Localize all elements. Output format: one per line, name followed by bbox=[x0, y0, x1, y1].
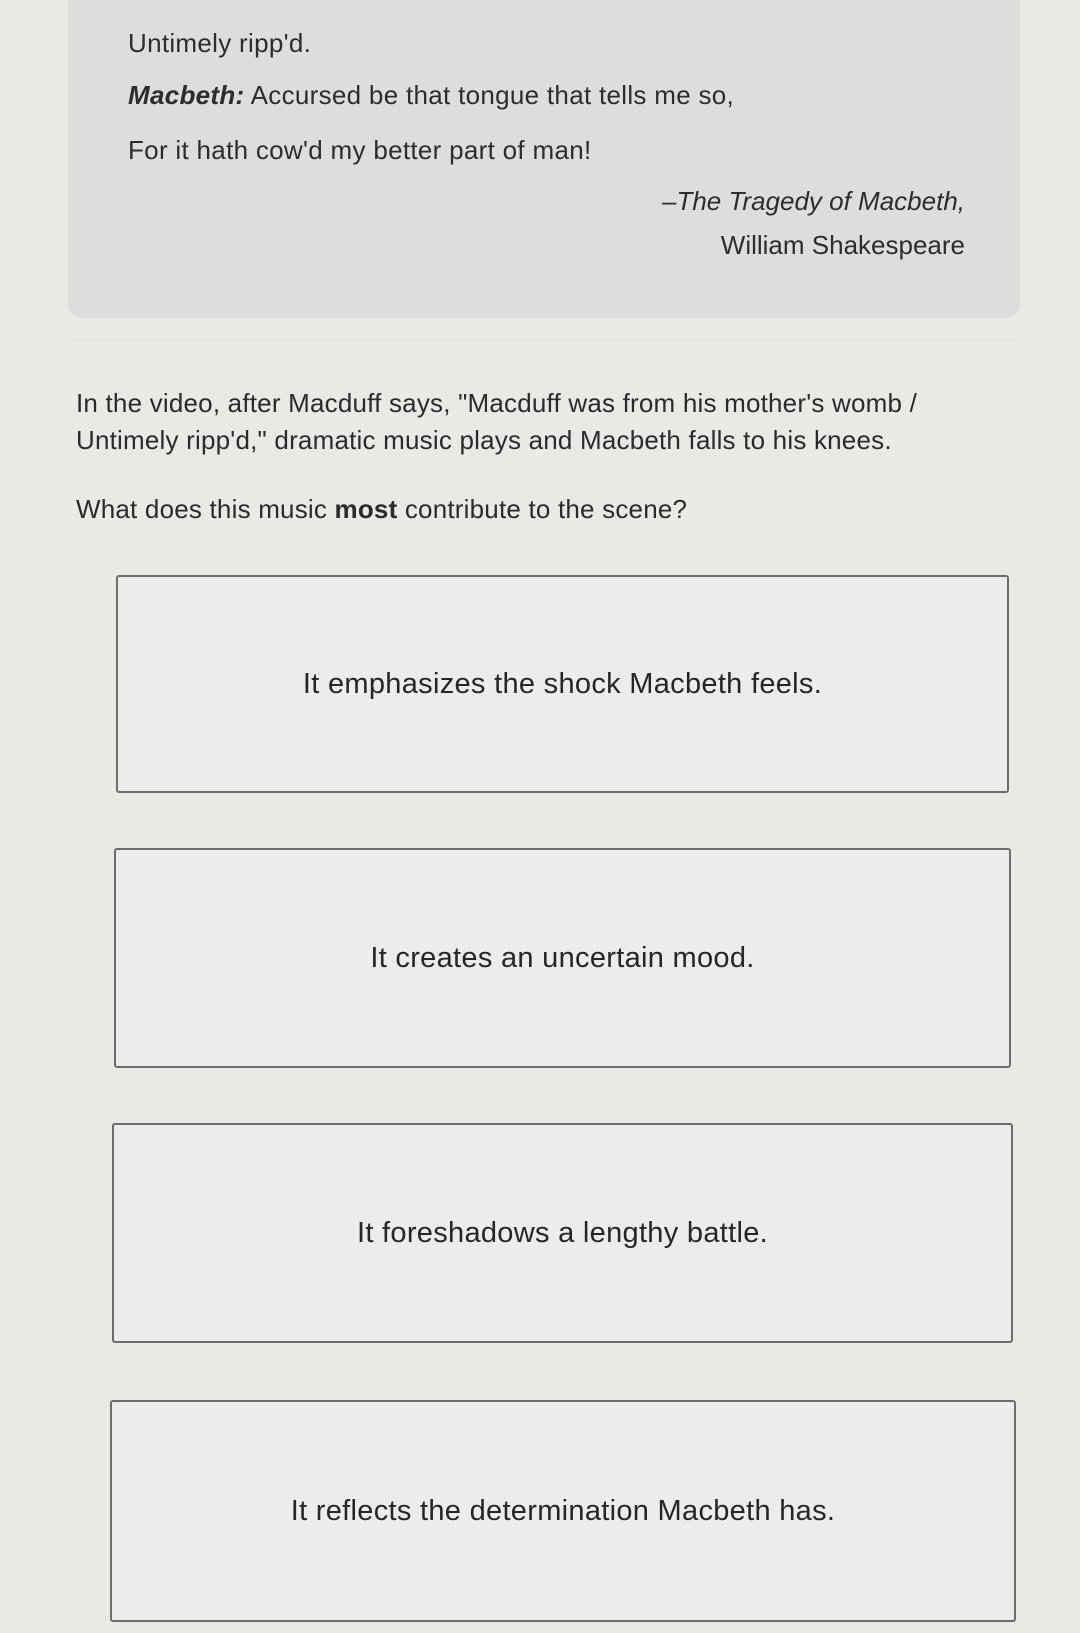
answer-choice-b[interactable] bbox=[114, 848, 1011, 1068]
answer-choice-d[interactable] bbox=[110, 1400, 1016, 1622]
question-context-line-1: In the video, after Macduff says, "Macduff was from his mother's womb / bbox=[76, 388, 917, 418]
source-title: –The Tragedy of Macbeth, bbox=[661, 186, 965, 216]
question-context-line-2: Untimely ripp'd," dramatic music plays and Macbeth falls to his knees. bbox=[76, 425, 892, 455]
answer-choice-label: It creates an uncertain mood. bbox=[370, 941, 755, 974]
prompt-text-before: What does this music bbox=[76, 494, 335, 524]
passage-line-2 bbox=[128, 80, 734, 111]
answer-choice-label: It foreshadows a lengthy battle. bbox=[356, 1216, 768, 1249]
answer-choice-label: It emphasizes the shock Macbeth feels. bbox=[302, 667, 823, 700]
speaker-line: Accursed be that tongue that tells me so, bbox=[250, 80, 735, 110]
speaker-name: Macbeth: bbox=[128, 80, 245, 110]
answer-choice-a[interactable] bbox=[116, 575, 1009, 793]
source-author: William Shakespeare bbox=[720, 230, 965, 260]
passage-line-1: Untimely ripp'd. bbox=[128, 28, 312, 58]
answer-choice-label: It reflects the determination Macbeth has. bbox=[290, 1494, 836, 1527]
passage-line-3: For it hath cow'd my better part of man! bbox=[128, 135, 592, 165]
prompt-emphasis: most bbox=[334, 494, 398, 524]
prompt-text-after: contribute to the scene? bbox=[397, 494, 688, 524]
answer-choice-c[interactable] bbox=[112, 1123, 1013, 1343]
section-divider bbox=[68, 339, 1020, 340]
question-prompt bbox=[76, 494, 687, 525]
